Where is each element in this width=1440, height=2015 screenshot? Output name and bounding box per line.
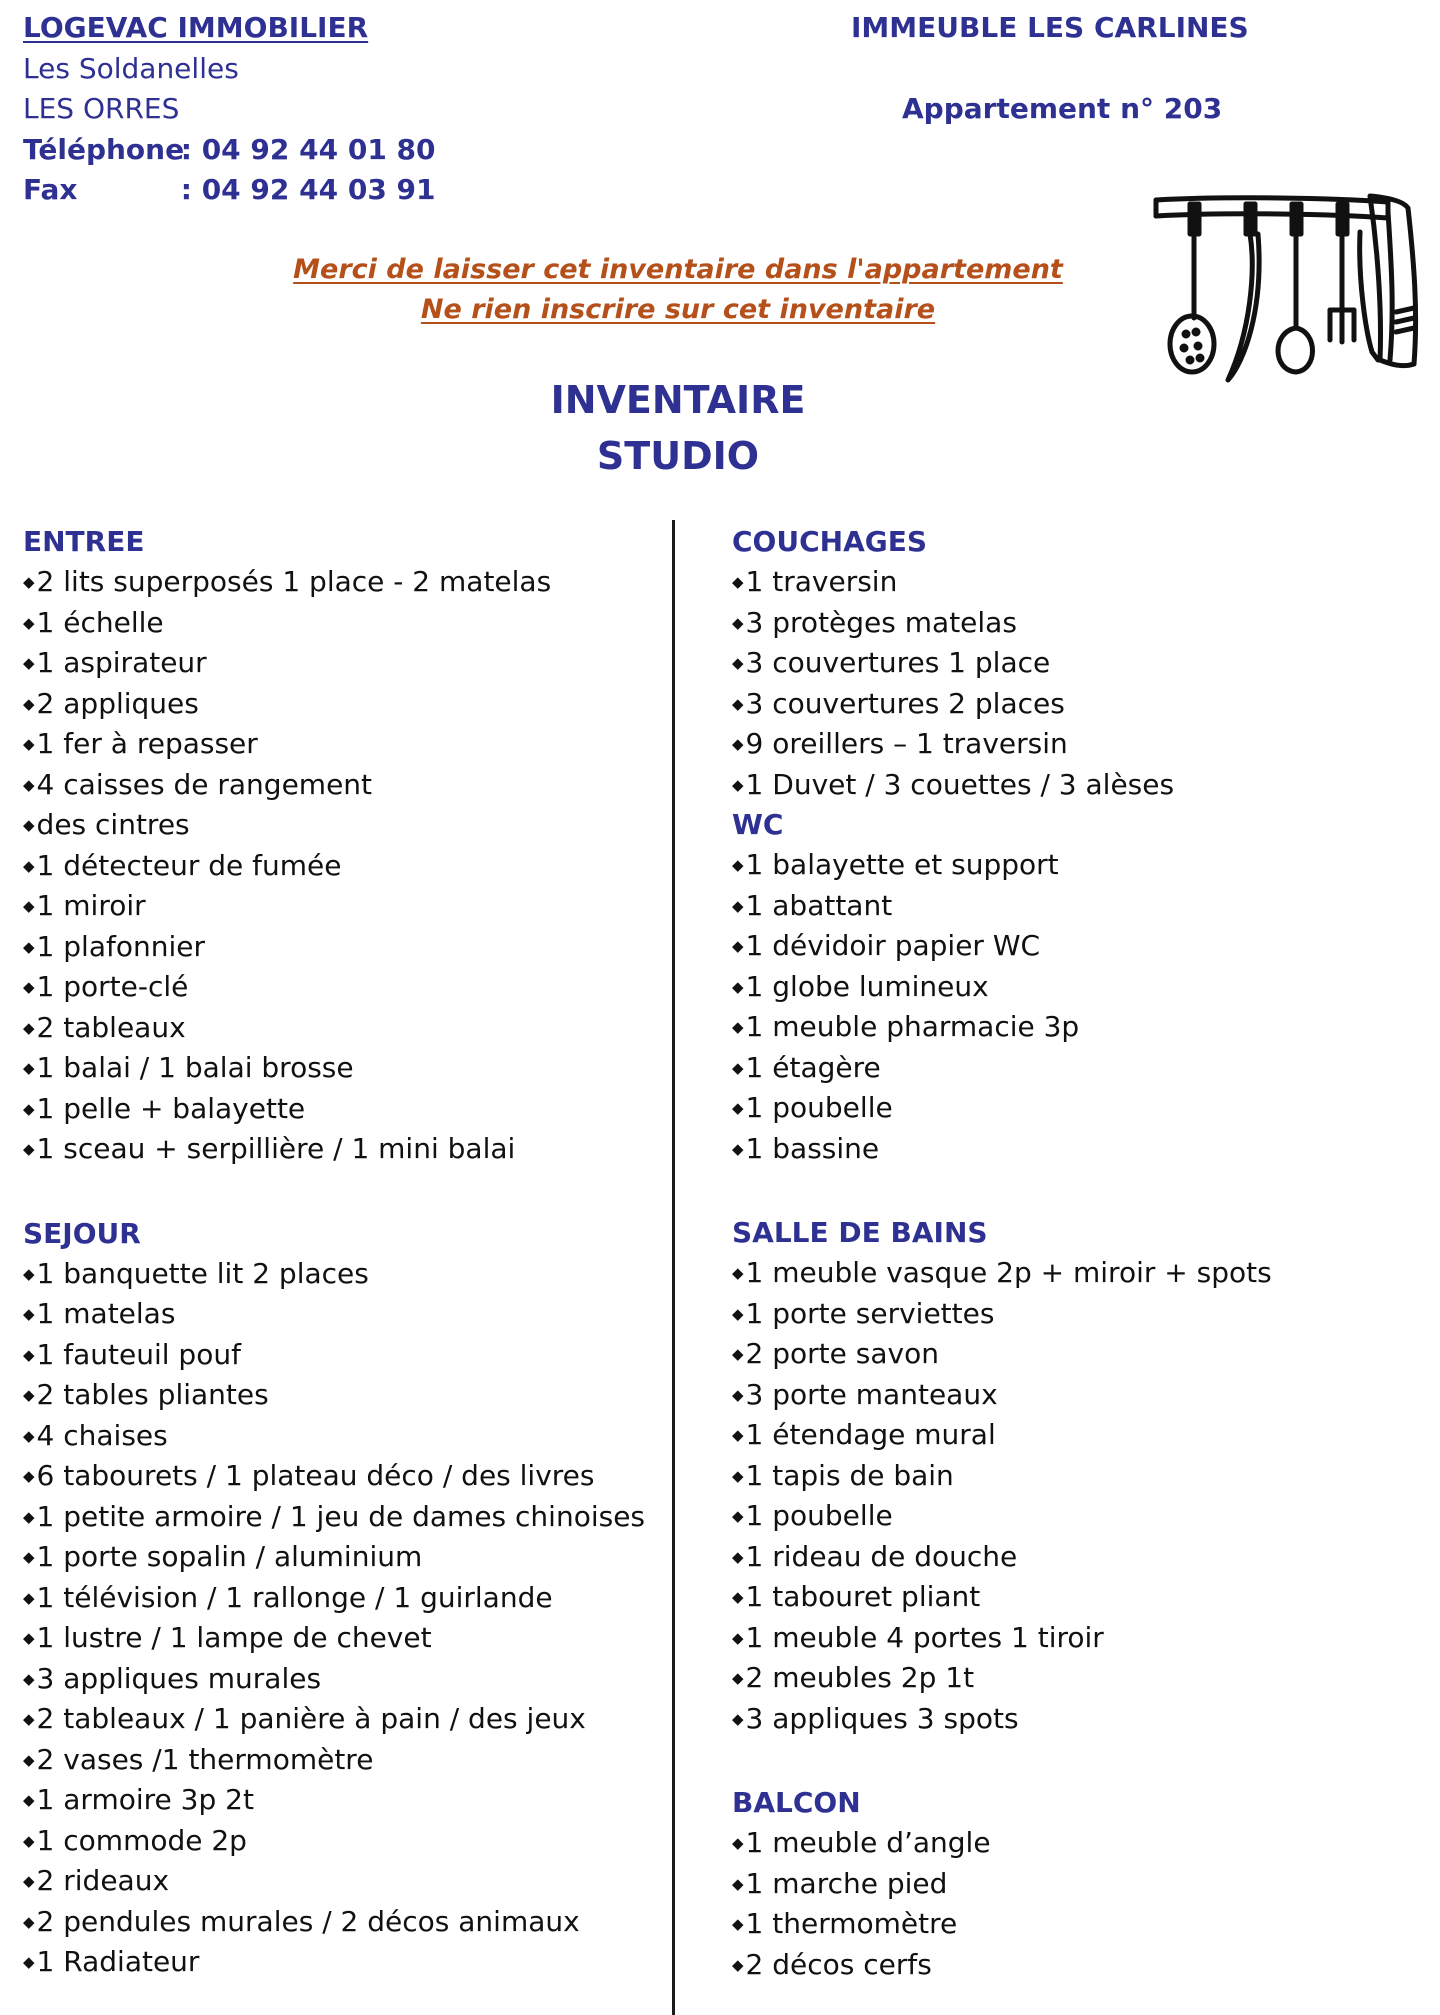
kitchen-utensils-icon [1152, 192, 1422, 402]
agency-address-line-1: Les Soldanelles [23, 51, 239, 85]
list-item: ◆ 2 rideaux [23, 1861, 663, 1902]
page-title-line-2: STUDIO [596, 434, 760, 478]
agency-contact-block [23, 8, 436, 211]
list-item: ◆ 2 décos cerfs [732, 1945, 1422, 1986]
list-item: ◆ 1 balayette et support [732, 845, 1422, 886]
list-item: ◆ 1 étendage mural [732, 1415, 1422, 1456]
list-item: ◆ des cintres [23, 805, 663, 846]
list-item: ◆ 3 porte manteaux [732, 1375, 1422, 1416]
list-item: ◆ 2 meubles 2p 1t [732, 1658, 1422, 1699]
list-item: ◆ 1 marche pied [732, 1864, 1422, 1905]
list-item: ◆ 1 petite armoire / 1 jeu de dames chinoises [23, 1497, 663, 1538]
notice-line-1: Merci de laisser cet inventaire dans l'appartement [293, 254, 1063, 285]
list-item: ◆ 1 meuble d’angle [732, 1823, 1422, 1864]
salle-de-bains-list [732, 1253, 1422, 1739]
list-item: ◆ 1 abattant [732, 886, 1422, 927]
list-item: ◆ 1 fer à repasser [23, 724, 663, 765]
list-item: ◆ 9 oreillers – 1 traversin [732, 724, 1422, 765]
list-item: ◆ 1 matelas [23, 1294, 663, 1335]
list-item: ◆ 3 appliques murales [23, 1659, 663, 1700]
notice-line-2: Ne rien inscrire sur cet inventaire [420, 294, 936, 325]
list-item: ◆ 1 fauteuil pouf [23, 1335, 663, 1376]
list-item: ◆ 1 miroir [23, 886, 663, 927]
list-item: ◆ 1 meuble 4 portes 1 tiroir [732, 1618, 1422, 1659]
list-item: ◆ 2 tables pliantes [23, 1375, 663, 1416]
list-item: ◆ 1 échelle [23, 603, 663, 644]
list-item: ◆ 1 tapis de bain [732, 1456, 1422, 1497]
section-title-entree: ENTREE [23, 525, 145, 558]
list-item: ◆ 2 porte savon [732, 1334, 1422, 1375]
list-item: ◆ 1 dévidoir papier WC [732, 926, 1422, 967]
list-item: ◆ 1 détecteur de fumée [23, 846, 663, 887]
phone-row [23, 130, 436, 171]
list-item: ◆ 1 meuble pharmacie 3p [732, 1007, 1422, 1048]
section-title-couchages: COUCHAGES [732, 525, 928, 558]
list-item: ◆ 1 bassine [732, 1129, 1422, 1170]
list-item: ◆ 1 aspirateur [23, 643, 663, 684]
list-item: ◆ 1 Duvet / 3 couettes / 3 alèses [732, 765, 1422, 806]
list-item: ◆ 1 étagère [732, 1048, 1422, 1089]
list-item: ◆ 1 pelle + balayette [23, 1089, 663, 1130]
section-title-salle-de-bains: SALLE DE BAINS [732, 1216, 988, 1249]
sejour-list [23, 1254, 663, 1983]
fax-row [23, 170, 436, 211]
list-item: ◆ 1 lustre / 1 lampe de chevet [23, 1618, 663, 1659]
list-item: ◆ 4 caisses de rangement [23, 765, 663, 806]
section-title-wc: WC [732, 808, 784, 841]
building-name: IMMEUBLE LES CARLINES [851, 11, 1249, 44]
entree-list [23, 562, 663, 1170]
phone-value: : 04 92 44 01 80 [180, 132, 436, 166]
list-item: ◆ 1 porte sopalin / aluminium [23, 1537, 663, 1578]
list-item: ◆ 4 chaises [23, 1416, 663, 1457]
agency-name: LOGEVAC IMMOBILIER [23, 11, 369, 44]
list-item: ◆ 1 commode 2p [23, 1821, 663, 1862]
list-item: ◆ 3 couvertures 1 place [732, 643, 1422, 684]
section-title-sejour: SEJOUR [23, 1216, 141, 1250]
list-item: ◆ 2 tableaux [23, 1008, 663, 1049]
list-item: ◆ 2 tableaux / 1 panière à pain / des jeux [23, 1699, 663, 1740]
list-item: ◆ 3 protèges matelas [732, 603, 1422, 644]
list-item: ◆ 1 poubelle [732, 1496, 1422, 1537]
list-item: ◆ 1 poubelle [732, 1088, 1422, 1129]
list-item: ◆ 1 traversin [732, 562, 1422, 603]
list-item: ◆ 1 plafonnier [23, 927, 663, 968]
list-item: ◆ 6 tabourets / 1 plateau déco / des livres [23, 1456, 663, 1497]
list-item: ◆ 1 meuble vasque 2p + miroir + spots [732, 1253, 1422, 1294]
list-item: ◆ 2 pendules murales / 2 décos animaux [23, 1902, 663, 1943]
couchages-list [732, 562, 1422, 805]
list-item: ◆ 1 balai / 1 balai brosse [23, 1048, 663, 1089]
list-item: ◆ 1 Radiateur [23, 1942, 663, 1983]
notice [250, 250, 1106, 330]
list-item: ◆ 1 tabouret pliant [732, 1577, 1422, 1618]
section-title-balcon: BALCON [732, 1786, 861, 1819]
balcon-list [732, 1823, 1422, 1985]
page-title [378, 372, 978, 484]
list-item: ◆ 2 appliques [23, 684, 663, 725]
list-item: ◆ 1 sceau + serpillière / 1 mini balai [23, 1129, 663, 1170]
agency-address-line-2: LES ORRES [23, 92, 180, 125]
left-column [23, 522, 663, 1983]
list-item: ◆ 1 porte-clé [23, 967, 663, 1008]
page-title-line-1: INVENTAIRE [550, 378, 806, 422]
list-item: ◆ 1 banquette lit 2 places [23, 1254, 663, 1295]
list-item: ◆ 1 télévision / 1 rallonge / 1 guirlande [23, 1578, 663, 1619]
list-item: ◆ 3 couvertures 2 places [732, 684, 1422, 725]
list-item: ◆ 1 globe lumineux [732, 967, 1422, 1008]
list-item: ◆ 2 lits superposés 1 place - 2 matelas [23, 562, 663, 603]
fax-value: : 04 92 44 03 91 [180, 173, 436, 206]
wc-list [732, 845, 1422, 1169]
column-divider [672, 520, 675, 2015]
list-item: ◆ 1 armoire 3p 2t [23, 1780, 663, 1821]
list-item: ◆ 2 vases /1 thermomètre [23, 1740, 663, 1781]
list-item: ◆ 1 thermomètre [732, 1904, 1422, 1945]
right-column [732, 522, 1422, 1985]
apartment-number: Appartement n° 203 [902, 92, 1223, 125]
phone-label: Téléphone [23, 132, 185, 166]
list-item: ◆ 1 porte serviettes [732, 1294, 1422, 1335]
fax-label: Fax [23, 173, 78, 206]
list-item: ◆ 1 rideau de douche [732, 1537, 1422, 1578]
list-item: ◆ 3 appliques 3 spots [732, 1699, 1422, 1740]
